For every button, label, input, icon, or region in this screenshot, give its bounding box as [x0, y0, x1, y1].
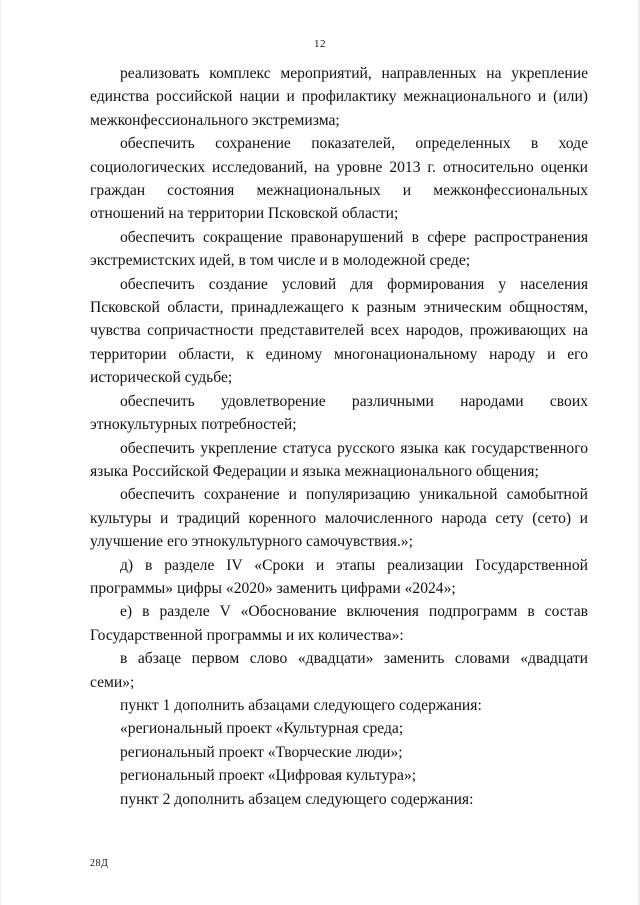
paragraph: «региональный проект «Культурная среда;	[120, 720, 404, 738]
paragraph: пункт 1 дополнить абзацами следующего содержания:	[120, 696, 482, 714]
page-number: 12	[314, 38, 326, 50]
paragraph: региональный проект «Творческие люди»;	[120, 743, 403, 761]
paragraph: обеспечить сохранение и популяризацию уникальной самобытной культуры и традиций коренного малочисленного народа сету (сето) и улучшение его этнокультурного самочувствия.»;	[90, 486, 588, 551]
paragraph: обеспечить удовлетворение различными народами своих этнокультурных потребностей;	[90, 392, 588, 434]
scan-edge-left	[0, 0, 2, 905]
paragraph: обеспечить сохранение показателей, определенных в ходе социологических исследований, на уровне 2013 г. относительно оценки граждан состояния межнациональных и межконфессиональных отношений на территории Псковской области;	[90, 135, 588, 223]
paragraph: д) в разделе IV «Сроки и этапы реализации Государственной программы» цифры «2020» заменить цифрами «2024»;	[90, 556, 588, 597]
footer-code: 28Д	[90, 858, 109, 869]
paragraph: е) в разделе V «Обоснование включения подпрограмм в состав Государственной программы и их количества»:	[90, 603, 588, 644]
paragraph: в абзаце первом слово «двадцати» заменить словами «двадцати семи»;	[90, 650, 588, 691]
document-body	[90, 62, 588, 811]
paragraph: реализовать комплекс мероприятий, направленных на укрепление единства российской нации и профилактику межнационального и (или) межконфессионального экстремизма;	[90, 65, 588, 129]
paragraph: пункт 2 дополнить абзацем следующего содержания:	[120, 790, 474, 808]
paragraph: обеспечить укрепление статуса русского языка как государственного языка Российской Федерации и языка межнационального общения;	[90, 439, 588, 480]
paragraph: региональный проект «Цифровая культура»;	[120, 767, 417, 785]
paragraph: обеспечить сокращение правонарушений в сфере распространения экстремистских идей, в том числе и в молодежной среде;	[90, 228, 588, 270]
paragraph: обеспечить создание условий для формирования у населения Псковской области, принадлежащего к разным этническим общностям, чувства сопричастности представителей всех народов, проживающих на территории области, к единому многонациональному народу и его исторической судьбе;	[90, 275, 588, 387]
